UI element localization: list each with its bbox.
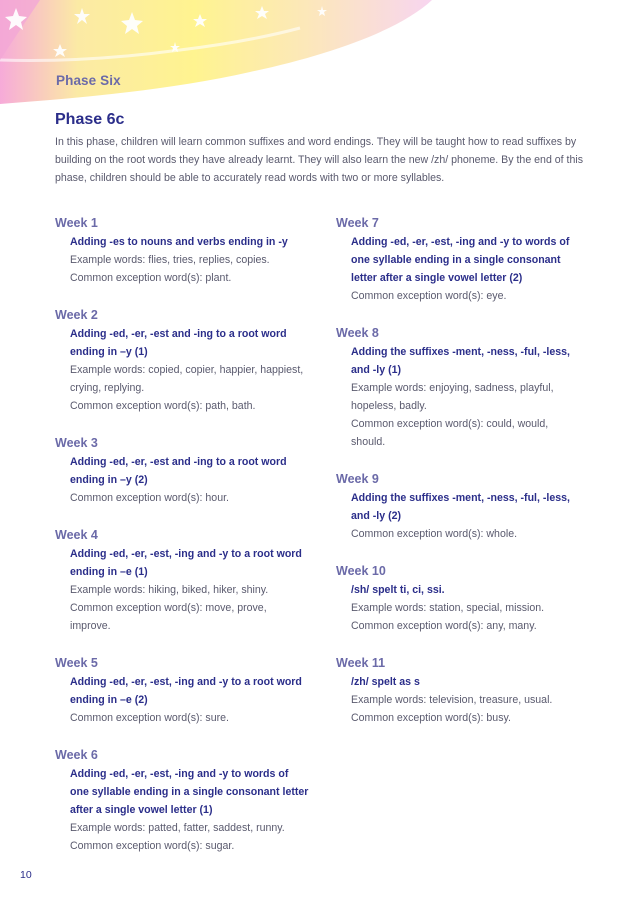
week-line: Example words: enjoying, sadness, playful, hopeless, badly. — [351, 382, 554, 412]
week-block — [336, 214, 591, 305]
week-line: Common exception word(s): eye. — [351, 290, 507, 302]
week-line: Example words: hiking, biked, hiker, shiny. — [70, 584, 269, 596]
week-block — [336, 654, 591, 727]
week-block — [55, 526, 310, 635]
week-line: Example words: flies, tries, replies, copies. — [70, 254, 270, 266]
week-block — [55, 654, 310, 727]
week-body — [55, 325, 310, 415]
week-title: Week 9 — [336, 472, 379, 486]
intro-paragraph: In this phase, children will learn common suffixes and word endings. They will be taught how to read suffixes by building on the root words they have already learnt. They will also learn the new /zh/ phoneme. By the end of this phase, children should be able to accurately read words with two or more syllables. — [55, 136, 584, 184]
week-line: Common exception word(s): sugar. — [70, 840, 235, 852]
week-title: Week 2 — [55, 308, 98, 322]
week-line: Example words: patted, fatter, saddest, runny. — [70, 822, 285, 834]
week-body — [336, 233, 571, 305]
week-body — [55, 545, 310, 635]
week-body — [55, 765, 310, 855]
week-body — [55, 233, 310, 287]
week-heading: Adding the suffixes -ment, -ness, -ful, -less, and -ly (1) — [351, 346, 570, 376]
week-heading: Adding -ed, -er, -est and -ing to a root word ending in –y (1) — [70, 328, 287, 358]
week-heading: /sh/ spelt ti, ci, ssi. — [351, 584, 445, 596]
week-title: Week 1 — [55, 216, 98, 230]
week-block — [55, 306, 310, 415]
week-block — [336, 324, 591, 451]
week-heading: Adding the suffixes -ment, -ness, -ful, -less, and -ly (2) — [351, 492, 570, 522]
header-banner-decoration — [0, 0, 635, 110]
week-title: Week 10 — [336, 564, 386, 578]
weeks-right-column — [336, 214, 591, 727]
week-body — [55, 453, 310, 507]
week-heading: /zh/ spelt as s — [351, 676, 420, 688]
week-line: Common exception word(s): hour. — [70, 492, 229, 504]
week-body — [336, 581, 571, 635]
week-line: Common exception word(s): plant. — [70, 272, 232, 284]
week-line: Example words: station, special, mission. — [351, 602, 545, 614]
week-line: Example words: copied, copier, happier, happiest, crying, replying. — [70, 364, 304, 394]
week-line: Common exception word(s): move, prove, improve. — [70, 602, 267, 632]
week-block — [55, 746, 310, 855]
week-line: Common exception word(s): any, many. — [351, 620, 537, 632]
week-title: Week 4 — [55, 528, 98, 542]
week-body — [336, 673, 571, 727]
week-block — [55, 214, 310, 287]
week-heading: Adding -es to nouns and verbs ending in -y — [70, 236, 288, 248]
page-number: 10 — [20, 869, 32, 881]
week-heading: Adding -ed, -er, -est and -ing to a root word ending in –y (2) — [70, 456, 287, 486]
week-line: Common exception word(s): busy. — [351, 712, 511, 724]
week-line: Example words: television, treasure, usual. — [351, 694, 553, 706]
week-body — [336, 343, 571, 451]
weeks-left-column — [55, 214, 310, 855]
week-title: Week 5 — [55, 656, 98, 670]
week-title: Week 3 — [55, 436, 98, 450]
page-title: Phase 6c — [55, 111, 125, 128]
week-heading: Adding -ed, -er, -est, -ing and -y to words of one syllable ending in a single consonant letter after a single vowel letter (1) — [70, 768, 309, 816]
week-title: Week 7 — [336, 216, 379, 230]
week-line: Common exception word(s): path, bath. — [70, 400, 256, 412]
week-line: Common exception word(s): whole. — [351, 528, 518, 540]
week-block — [55, 434, 310, 507]
week-title: Week 11 — [336, 656, 386, 670]
week-body — [336, 489, 571, 543]
section-label: Phase Six — [56, 73, 121, 88]
week-title: Week 8 — [336, 326, 379, 340]
week-block — [336, 470, 591, 543]
week-heading: Adding -ed, -er, -est, -ing and -y to a root word ending in –e (1) — [70, 548, 302, 578]
week-heading: Adding -ed, -er, -est, -ing and -y to words of one syllable ending in a single consonant letter after a single vowel letter (2) — [351, 236, 570, 284]
week-heading: Adding -ed, -er, -est, -ing and -y to a root word ending in –e (2) — [70, 676, 302, 706]
week-title: Week 6 — [55, 748, 98, 762]
week-line: Common exception word(s): could, would, should. — [351, 418, 549, 448]
week-block — [336, 562, 591, 635]
week-line: Common exception word(s): sure. — [70, 712, 229, 724]
week-body — [55, 673, 310, 727]
